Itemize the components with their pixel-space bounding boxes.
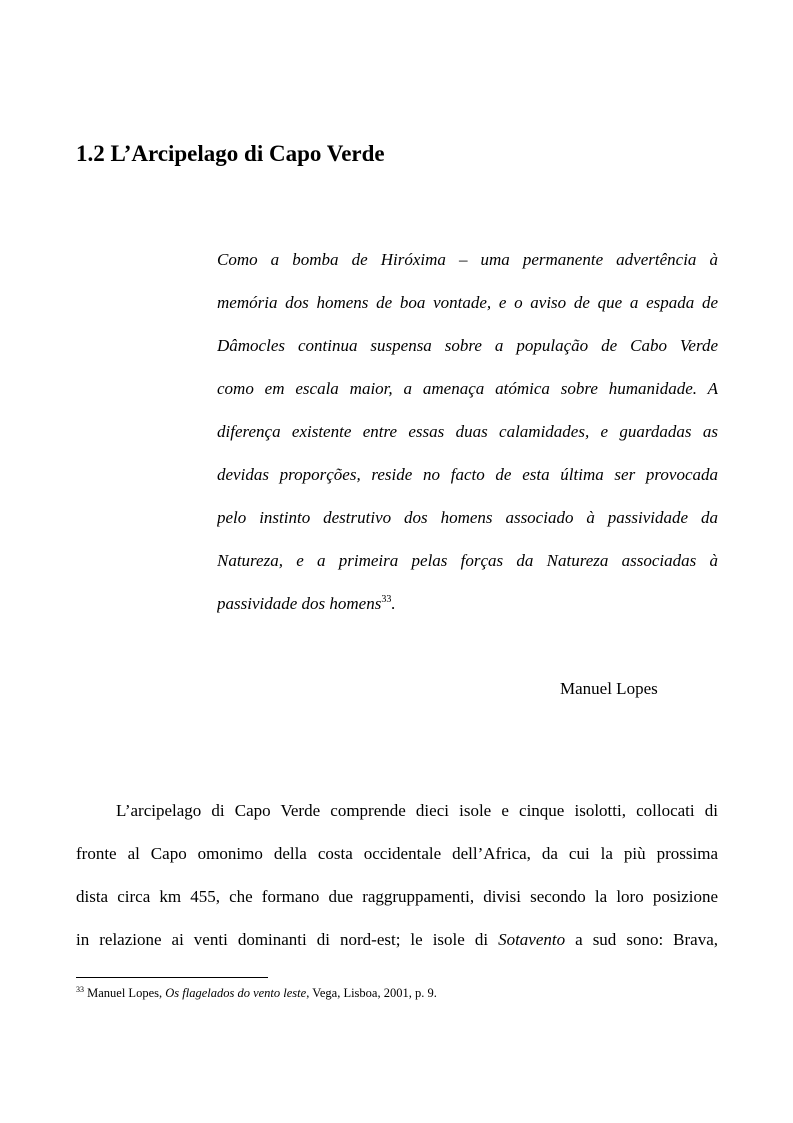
body-line: L’arcipelago di Capo Verde comprende dieci isole e cinque isolotti, collocati di — [116, 801, 718, 820]
epigraph-line: Como a bomba de Hiróxima – uma permanente advertência à — [217, 250, 718, 269]
body-line: dista circa km 455, che formano due raggruppamenti, divisi secondo la loro posizione — [76, 887, 718, 906]
epigraph-end-punct: . — [391, 594, 396, 613]
epigraph-last-line — [217, 582, 718, 625]
epigraph-quote — [217, 238, 718, 625]
footnote — [76, 984, 437, 1002]
body-line — [76, 918, 718, 961]
body-line: fronte al Capo omonimo della costa occidentale dell’Africa, da cui la più prossima — [76, 844, 718, 863]
epigraph-last-text: passividade dos homens — [217, 594, 382, 613]
epigraph-line: devidas proporções, reside no facto de esta última ser provocada — [217, 465, 718, 484]
epigraph-line: Dâmocles continua suspensa sobre a população de Cabo Verde — [217, 336, 718, 355]
body-paragraph — [76, 789, 718, 961]
footnote-number: 33 — [76, 985, 84, 994]
body-text-segment: in relazione ai venti dominanti di nord-est; le isole di — [76, 930, 489, 949]
section-heading: 1.2 L’Arcipelago di Capo Verde — [76, 141, 385, 166]
body-text-segment: a sud sono: Brava, — [575, 930, 718, 949]
footnote-details: , Vega, Lisboa, 2001, p. 9. — [306, 986, 437, 1000]
epigraph-line: como em escala maior, a amenaça atómica sobre humanidade. A — [217, 379, 718, 398]
epigraph-line: diferença existente entre essas duas calamidades, e guardadas as — [217, 422, 718, 441]
epigraph-line: pelo instinto destrutivo dos homens associado à passividade da — [217, 508, 718, 527]
epigraph-line: memória dos homens de boa vontade, e o aviso de que a espada de — [217, 293, 718, 312]
epigraph-attribution: Manuel Lopes — [560, 679, 658, 698]
epigraph-line: Natureza, e a primeira pelas forças da Natureza associadas à — [217, 551, 718, 570]
body-italic-term: Sotavento — [498, 930, 566, 949]
footnote-author: Manuel Lopes, — [87, 986, 163, 1000]
footnote-separator — [76, 977, 268, 978]
footnote-reference[interactable]: 33 — [381, 594, 392, 605]
footnote-title: Os flagelados do vento leste — [165, 986, 307, 1000]
